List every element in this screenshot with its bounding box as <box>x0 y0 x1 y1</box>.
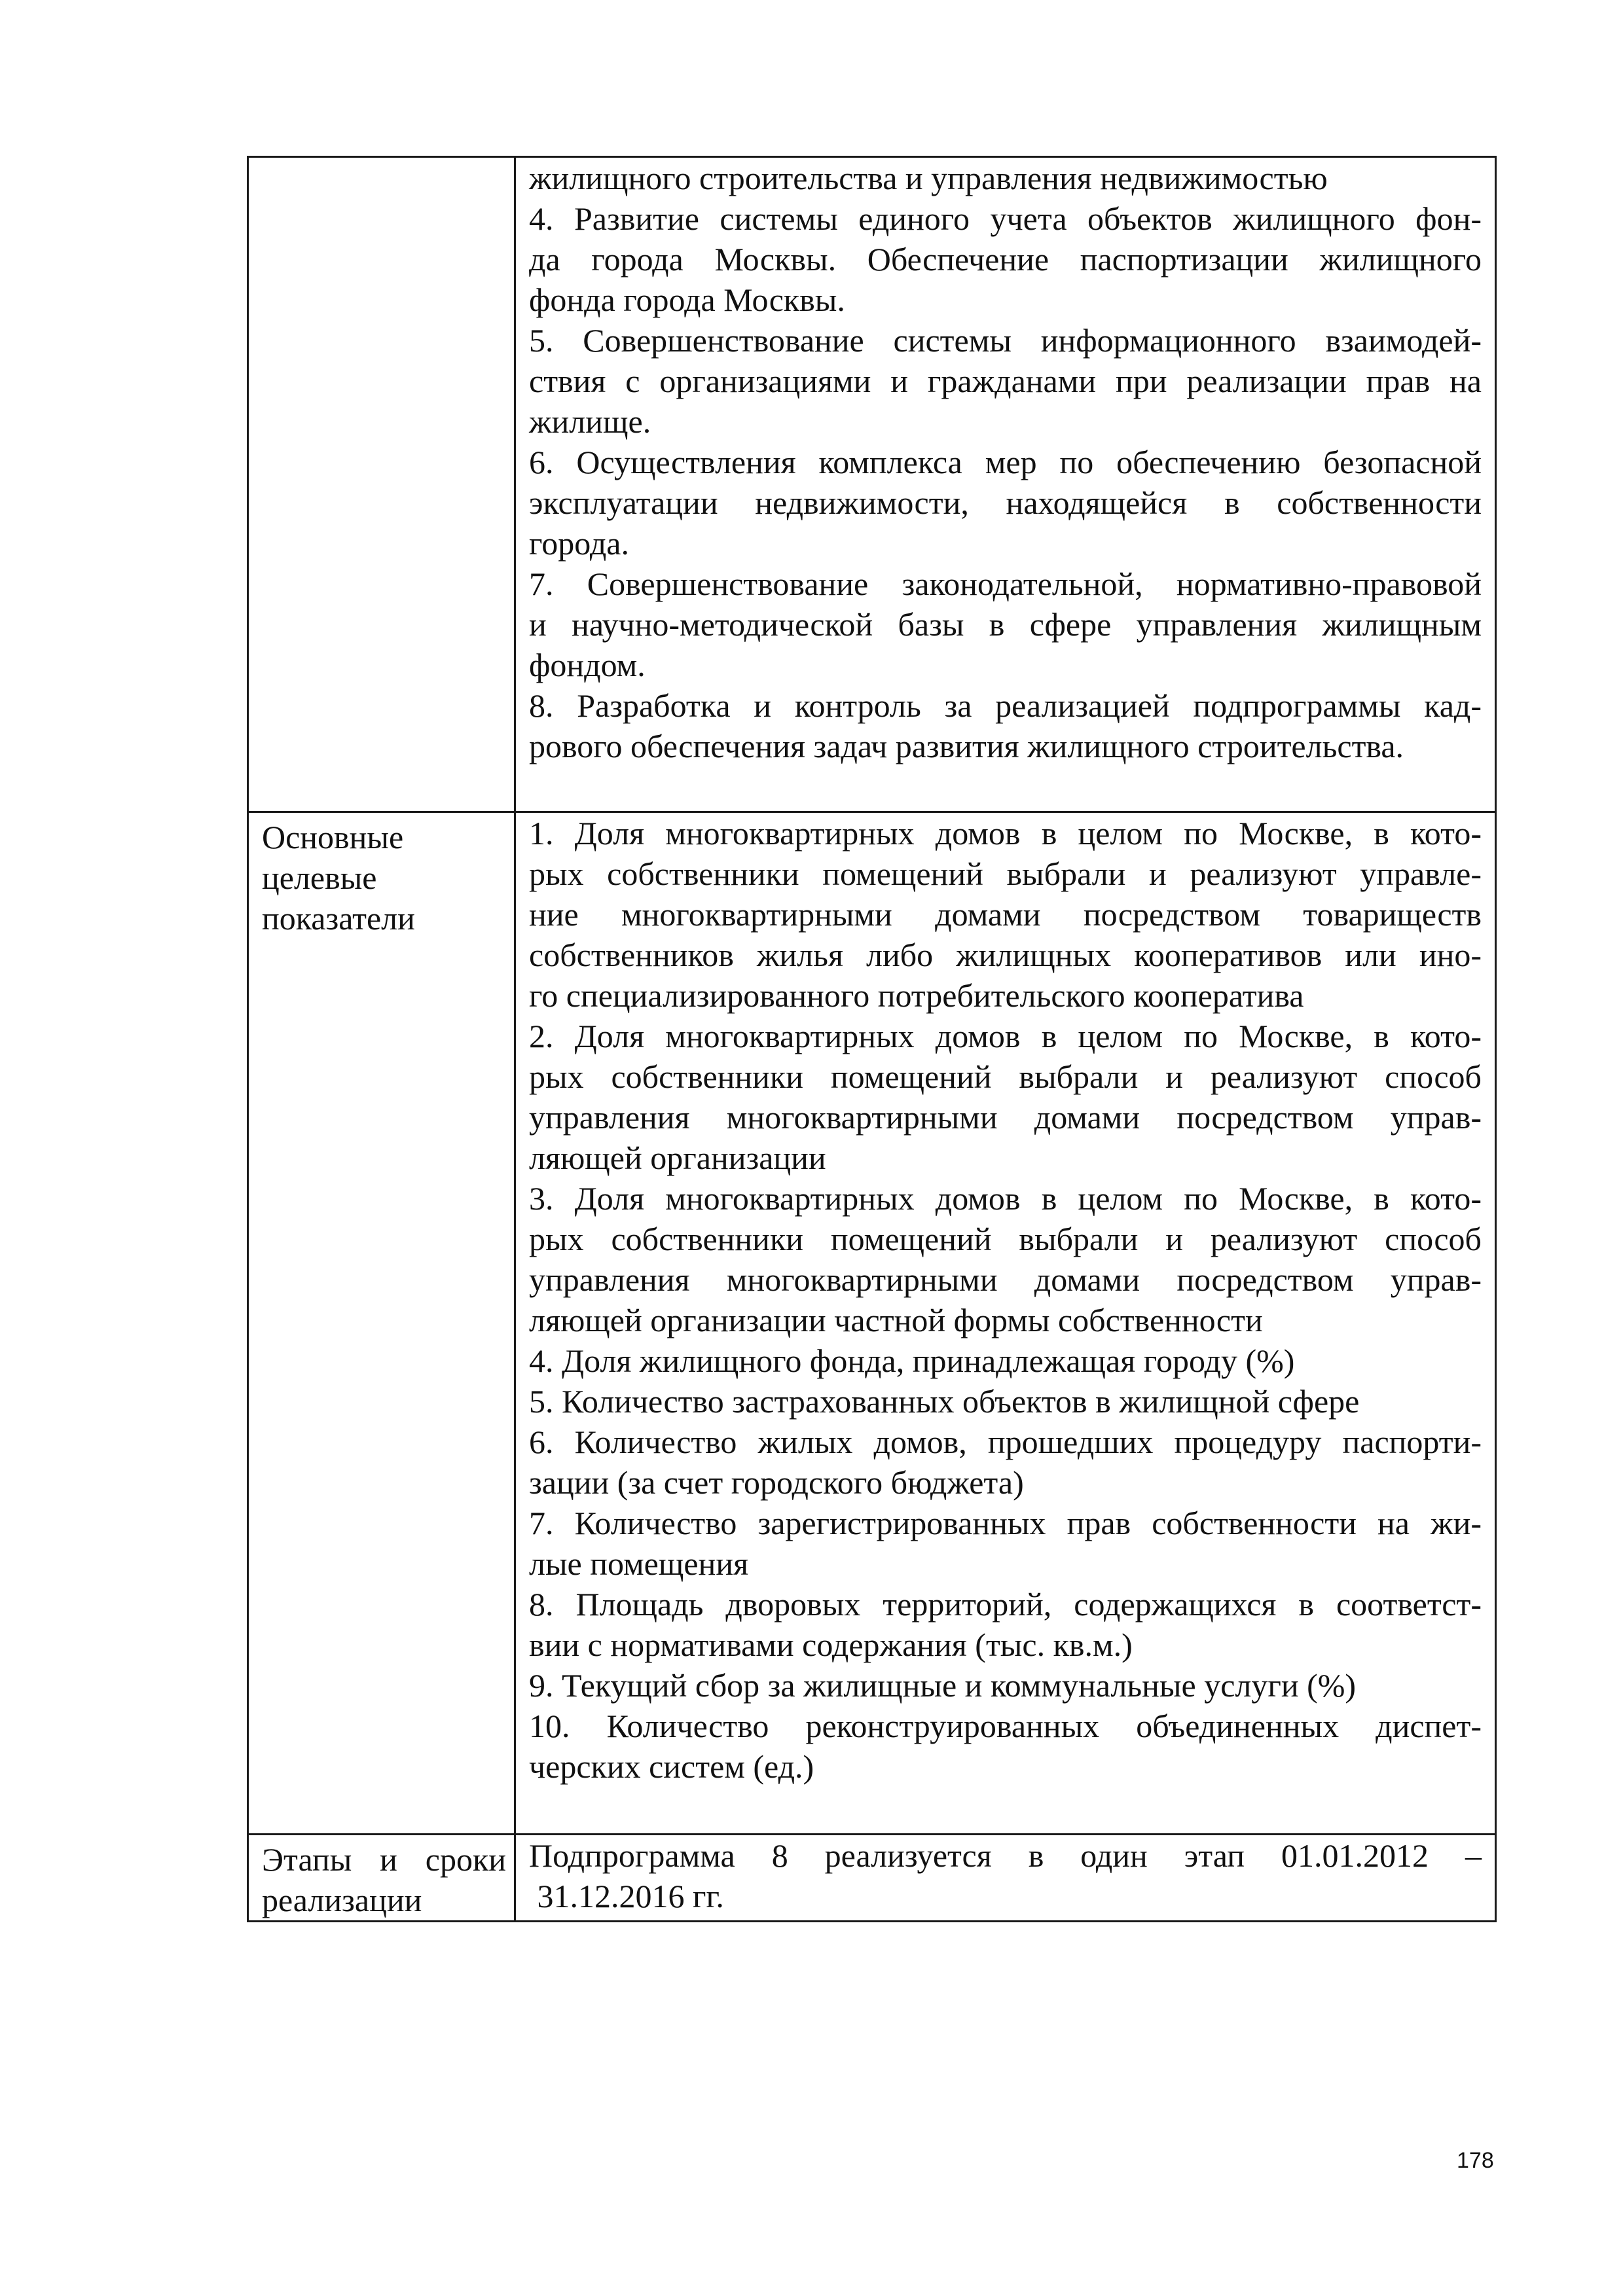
text-line: 10. Количество реконструированных объединенных диспет- <box>529 1708 1482 1744</box>
program-passport-table <box>247 156 1497 1922</box>
row-content-cell <box>515 812 1496 1835</box>
text-line: и научно-методической базы в сфере управления жилищным <box>529 606 1482 643</box>
text-line: собственников жилья либо жилищных кооперативов или ино- <box>529 937 1482 973</box>
text-line: зации (за счет городского бюджета) <box>529 1464 1024 1501</box>
text-line: 9. Текущий сбор за жилищные и коммунальные услуги (%) <box>529 1667 1357 1704</box>
label-line: Основные <box>262 819 404 855</box>
text-line: лые помещения <box>529 1545 749 1582</box>
row-label-cell <box>248 157 515 812</box>
text-line: управления многоквартирными домами посредством управ- <box>529 1099 1482 1136</box>
text-line: вии с нормативами содержания (тыс. кв.м.) <box>529 1626 1133 1663</box>
label-line: показатели <box>262 900 415 937</box>
text-line: 31.12.2016 гг. <box>529 1878 724 1914</box>
text-line: 6. Количество жилых домов, прошедших процедуру паспорти- <box>529 1424 1482 1460</box>
text-line: фондом. <box>529 647 646 683</box>
label-line: целевые <box>262 859 377 896</box>
text-line: 3. Доля многоквартирных домов в целом по Москве, в кото- <box>529 1180 1482 1217</box>
text-line: города. <box>529 525 629 562</box>
text-line: черских систем (ед.) <box>529 1748 814 1785</box>
row-content-cell <box>515 157 1496 812</box>
text-line: 8. Разработка и контроль за реализацией подпрограммы кад- <box>529 687 1482 724</box>
text-line: рых собственники помещений выбрали и реализуют способ <box>529 1058 1482 1095</box>
text-line: эксплуатации недвижимости, находящейся в собственности <box>529 484 1482 521</box>
row-label-cell <box>248 812 515 1835</box>
text-line: ляющей организации частной формы собственности <box>529 1302 1263 1338</box>
text-line: 5. Совершенствование системы информационного взаимодей- <box>529 322 1482 359</box>
text-line: го специализированного потребительского кооператива <box>529 977 1304 1014</box>
text-line: 7. Количество зарегистрированных прав собственности на жи- <box>529 1505 1482 1541</box>
text-line: да города Москвы. Обеспечение паспортизации жилищного <box>529 241 1482 278</box>
label-line: Этапы и сроки <box>262 1841 506 1878</box>
text-line: рых собственники помещений выбрали и реализуют управле- <box>529 855 1482 892</box>
text-line: 4. Доля жилищного фонда, принадлежащая городу (%) <box>529 1342 1295 1379</box>
text-line: ствия с организациями и гражданами при реализации прав на <box>529 363 1482 399</box>
text-line: рового обеспечения задач развития жилищного строительства. <box>529 728 1404 764</box>
text-line: ние многоквартирными домами посредством товариществ <box>529 896 1482 933</box>
text-line: управления многоквартирными домами посредством управ- <box>529 1261 1482 1298</box>
text-line: 8. Площадь дворовых территорий, содержащихся в соответст- <box>529 1586 1482 1623</box>
text-line: 5. Количество застрахованных объектов в жилищной сфере <box>529 1383 1360 1420</box>
text-line: 7. Совершенствование законодательной, нормативно-правовой <box>529 565 1482 602</box>
table-row <box>248 1835 1496 1922</box>
text-line: фонда города Москвы. <box>529 281 845 318</box>
text-line: жилище. <box>529 403 651 440</box>
row-label-cell <box>248 1835 515 1922</box>
page-number: 178 <box>1457 2148 1494 2173</box>
text-line: жилищного строительства и управления недвижимостью <box>529 160 1328 196</box>
text-line: 6. Осуществления комплекса мер по обеспечению безопасной <box>529 444 1482 480</box>
table-row <box>248 812 1496 1835</box>
text-line: рых собственники помещений выбрали и реализуют способ <box>529 1221 1482 1257</box>
text-line: 2. Доля многоквартирных домов в целом по Москве, в кото- <box>529 1018 1482 1054</box>
text-line: Подпрограмма 8 реализуется в один этап 01.01.2012 – <box>529 1837 1482 1874</box>
label-line: реализации <box>262 1882 422 1918</box>
text-line: 1. Доля многоквартирных домов в целом по Москве, в кото- <box>529 815 1482 852</box>
text-line: 4. Развитие системы единого учета объектов жилищного фон- <box>529 200 1482 237</box>
text-line: ляющей организации <box>529 1139 826 1176</box>
row-content-cell <box>515 1835 1496 1922</box>
table-row <box>248 157 1496 812</box>
